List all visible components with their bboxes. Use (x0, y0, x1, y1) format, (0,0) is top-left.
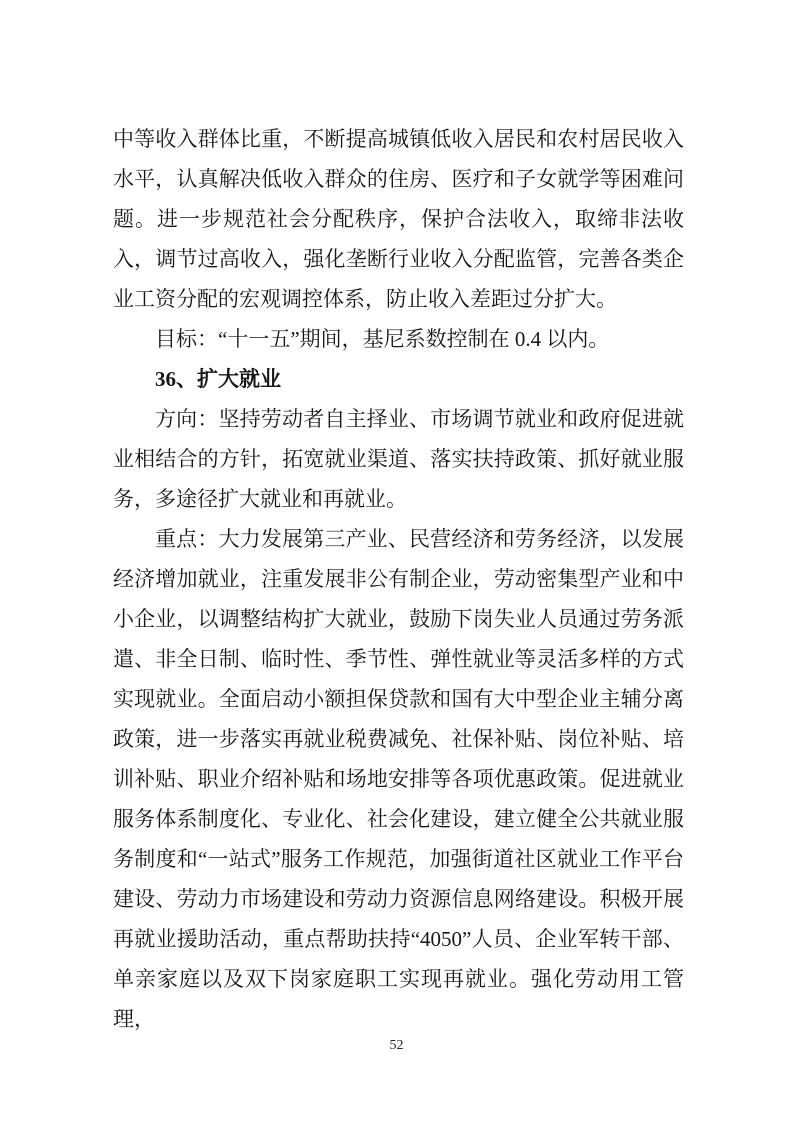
section-heading-36-expand-employment: 36、扩大就业 (155, 367, 281, 391)
paragraph-employment-priorities: 重点：大力发展第三产业、民营经济和劳务经济，以发展经济增加就业，注重发展非公有制企业，劳动密集型产业和中小企业，以调整结构扩大就业，鼓励下岗失业人员通过劳务派遣、非全日制、临时性、季节性、弹性就业等灵活多样的方式实现就业。全面启动小额担保贷款和国有大中型企业主辅分离政策，进一步落实再就业税费减免、社保补贴、岗位补贴、培训补贴、职业介绍补贴和场地安排等各项优惠政策。促进就业服务体系制度化、专业化、社会化建设，建立健全公共就业服务制度和“一站式”服务工作规范，加强街道社区就业工作平台建设、劳动力市场建设和劳动力资源信息网络建设。积极开展再就业援助活动，重点帮助扶持“4050”人员、企业军转干部、单亲家庭以及双下岗家庭职工实现再就业。强化劳动用工管理， (113, 527, 684, 1031)
paragraph-gini-target: 目标：“十一五”期间，基尼系数控制在 0.4 以内。 (155, 327, 610, 351)
paragraph-income-distribution: 中等收入群体比重，不断提高城镇低收入居民和农村居民收入水平，认真解决低收入群众的住房、医疗和子女就学等困难问题。进一步规范社会分配秩序，保护合法收入，取缔非法收入，调节过高收入，强化垄断行业收入分配监管，完善各类企业工资分配的宏观调控体系，防止收入差距过分扩大。 (113, 127, 684, 311)
page-number: 52 (389, 1038, 404, 1053)
paragraph-employment-direction: 方向：坚持劳动者自主择业、市场调节就业和政府促进就业相结合的方针，拓宽就业渠道、落实扶持政策、抓好就业服务，多途径扩大就业和再就业。 (113, 407, 684, 511)
document-content (113, 119, 684, 1039)
